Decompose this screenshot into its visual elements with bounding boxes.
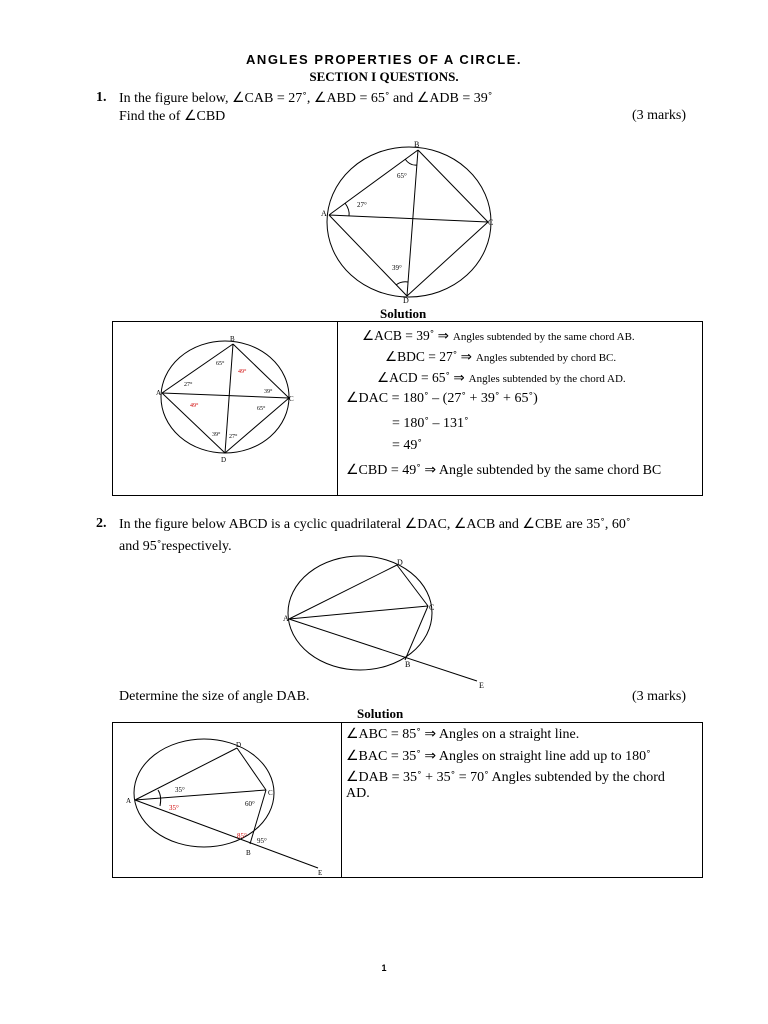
circle [134, 739, 274, 847]
solution-line-6: = 49˚ [392, 438, 423, 453]
angle-arc-a [345, 203, 349, 216]
solution-line-2 [385, 348, 616, 366]
angle-cab-label: 27° [357, 201, 367, 209]
solution-line-1-note: Angles subtended by the same chord AB. [452, 331, 635, 343]
q2-solution-line-4: AD. [346, 786, 370, 801]
label-d: D [221, 456, 227, 464]
question-1-solution-figure [150, 332, 300, 464]
angle-a-bottom: 35° [169, 804, 179, 812]
angle-abd-label: 65° [397, 172, 407, 180]
angle-c-top: 39° [264, 389, 273, 395]
angle-b-right: 49° [238, 369, 247, 375]
angle-a-top: 35° [175, 786, 185, 794]
solution-line-4: ∠DAC = 180˚ – (27˚ + 39˚ + 65˚) [346, 391, 538, 406]
label-d: D [236, 741, 242, 749]
angle-b-interior: 85° [237, 832, 247, 840]
question-1-prompt: Find the of ∠CBD [119, 109, 226, 124]
label-d: D [403, 296, 409, 305]
question-1-solution-heading: Solution [380, 306, 427, 321]
solution-line-1 [362, 327, 635, 345]
angle-arc-b [405, 159, 417, 165]
angle-a-bottom: 49° [190, 403, 199, 409]
label-b: B [405, 660, 411, 669]
circle [288, 556, 435, 670]
question-2-marks: (3 marks) [632, 689, 687, 704]
question-2-prompt: Determine the size of angle DAB. [119, 689, 310, 704]
question-1-marks: (3 marks) [632, 108, 687, 123]
question-2-text-continued: and 95˚respectively. [119, 539, 232, 554]
chord-cd [407, 222, 488, 296]
label-c: C [488, 218, 494, 227]
question-2-solution-heading: Solution [357, 706, 404, 721]
q2-solution-line-3: ∠DAB = 35˚ + 35˚ = 70˚ Angles subtended by the chord [346, 770, 665, 785]
document-title: ANGLES PROPERTIES OF A CIRCLE. [246, 52, 522, 67]
chord-ab [329, 150, 418, 215]
question-2-text: In the figure below ABCD is a cyclic quadrilateral ∠DAC, ∠ACB and ∠CBE are 35˚, 60˚ [119, 517, 631, 532]
label-c: C [289, 395, 294, 403]
question-1-text: In the figure below, ∠CAB = 27˚, ∠ABD = 65˚ and ∠ADB = 39˚ [119, 91, 493, 106]
solution-line-3-note: Angles subtended by the chord AD. [468, 373, 626, 385]
label-d: D [397, 558, 403, 567]
angle-c-bottom: 65° [257, 406, 266, 412]
question-1-number: 1. [96, 90, 107, 105]
angle-c: 60° [245, 800, 255, 808]
chord-ac [289, 606, 428, 619]
angle-arc-d [396, 282, 408, 285]
label-a: A [156, 389, 162, 397]
page-number: 1 [381, 963, 387, 973]
chord-da [162, 393, 225, 453]
q2-solution-line-1: ∠ABC = 85˚ ⇒ Angles on a straight line. [346, 727, 580, 742]
solution-line-2-expr: ∠BDC = 27˚ ⇒ [385, 349, 472, 364]
chord-dc [237, 748, 266, 790]
label-a: A [283, 614, 289, 623]
solution-box-divider [337, 322, 338, 495]
question-2-solution-figure [120, 736, 332, 878]
solution-box-divider [341, 723, 342, 877]
line-abe [289, 619, 477, 681]
solution-line-5: = 180˚ – 131˚ [392, 416, 469, 431]
solution-line-2-note: Angles subtended by chord BC. [475, 352, 617, 364]
angle-d-left: 39° [212, 432, 221, 438]
question-1-figure [310, 136, 510, 308]
solution-line-3 [377, 369, 626, 387]
chord-cb [405, 606, 428, 660]
angle-d-right: 27° [229, 434, 238, 440]
angle-a-top: 27° [184, 382, 193, 388]
chord-cb [250, 790, 266, 844]
label-b: B [246, 849, 251, 857]
diagonal-ac [329, 215, 488, 222]
line-abe [135, 800, 318, 868]
label-b: B [414, 140, 420, 149]
question-2-number: 2. [96, 516, 107, 531]
label-a: A [321, 209, 327, 218]
angle-adb-label: 39° [392, 264, 402, 272]
label-a: A [126, 797, 132, 805]
diagonal-bd [407, 150, 418, 296]
label-e: E [479, 681, 484, 690]
label-c: C [268, 789, 273, 797]
chord-ab [162, 344, 233, 393]
section-heading: SECTION I QUESTIONS. [309, 69, 459, 84]
angle-b-exterior: 95° [257, 837, 267, 845]
label-e: E [318, 869, 323, 877]
question-2-figure [280, 552, 490, 692]
chord-ac [135, 790, 266, 800]
chord-ad [135, 748, 237, 800]
chord-bc [418, 150, 488, 222]
label-c: C [429, 603, 435, 612]
solution-line-1-expr: ∠ACB = 39˚ ⇒ [362, 328, 449, 343]
label-b: B [230, 335, 235, 343]
solution-line-3-expr: ∠ACD = 65˚ ⇒ [377, 370, 465, 385]
solution-line-7: ∠CBD = 49˚ ⇒ Angle subtended by the same chord BC [346, 463, 662, 478]
chord-da [329, 215, 407, 296]
angle-b-left: 65° [216, 361, 225, 367]
q2-solution-line-2: ∠BAC = 35˚ ⇒ Angles on straight line add up to 180˚ [346, 749, 651, 764]
